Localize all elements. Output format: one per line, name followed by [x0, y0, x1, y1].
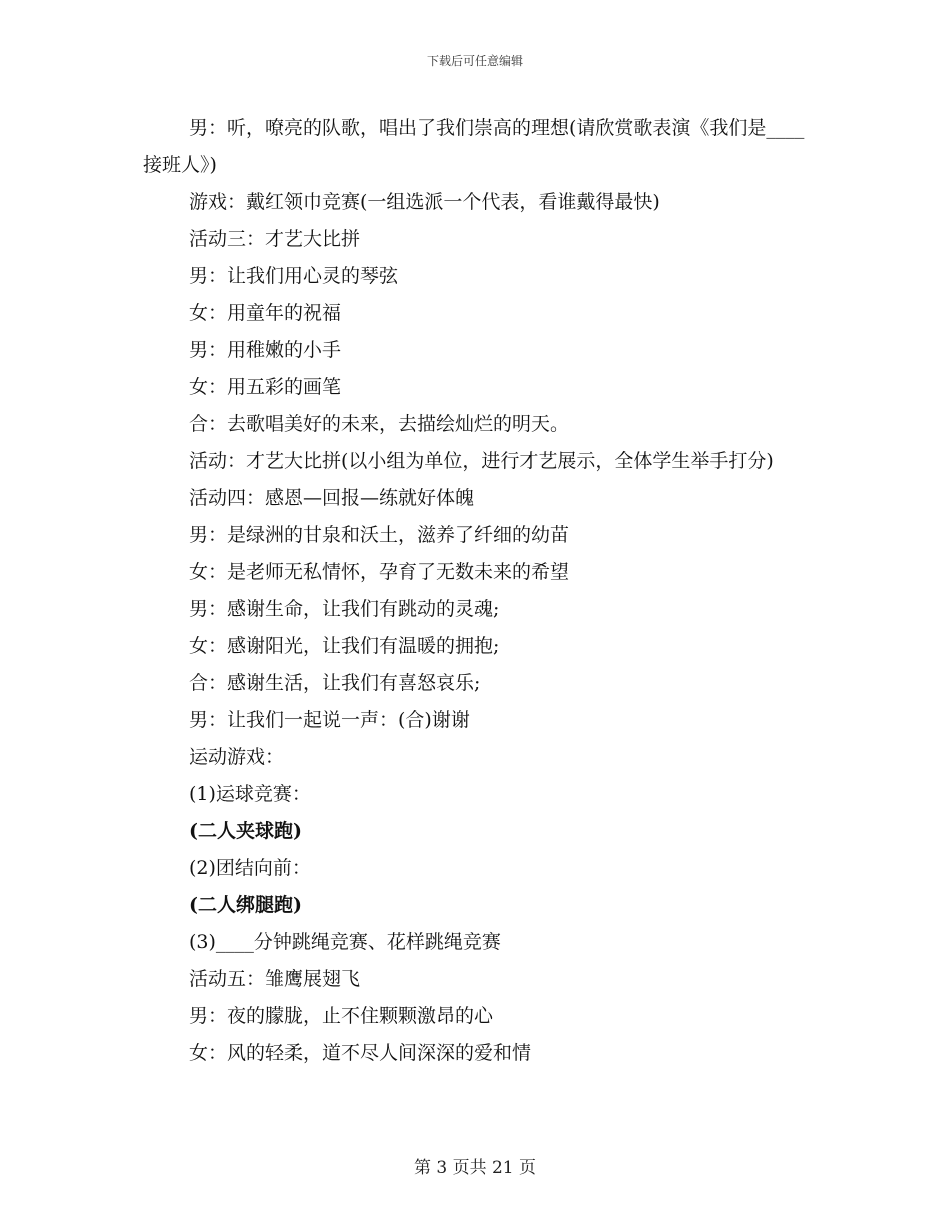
paragraph: 男：听，嘹亮的队歌，唱出了我们崇高的理想(请欣赏歌表演《我们是____接班人》): [143, 117, 805, 176]
paragraph: (3)____分钟跳绳竞赛、花样跳绳竞赛: [189, 931, 501, 953]
paragraph: 合：去歌唱美好的未来，去描绘灿烂的明天。: [189, 413, 570, 435]
paragraph: 男：让我们用心灵的琴弦: [189, 265, 399, 287]
paragraph: 活动四：感恩—回报—练就好体魄: [189, 487, 475, 509]
document-body: [143, 110, 813, 1072]
paragraph: 活动：才艺大比拼(以小组为单位，进行才艺展示，全体学生举手打分): [189, 450, 774, 472]
paragraph: 运动游戏：: [189, 746, 285, 768]
paragraph: (2)团结向前：: [189, 857, 311, 879]
paragraph: 男：让我们一起说一声：(合)谢谢: [189, 709, 470, 731]
paragraph: 合：感谢生活，让我们有喜怒哀乐;: [189, 672, 481, 694]
paragraph: 男：用稚嫩的小手: [189, 339, 342, 361]
paragraph: 游戏：戴红领巾竞赛(一组选派一个代表，看谁戴得最快): [189, 191, 660, 213]
paragraph-bold: (二人绑腿跑): [189, 894, 302, 916]
paragraph: 活动三：才艺大比拼: [189, 228, 361, 250]
paragraph: 男：是绿洲的甘泉和沃土，滋养了纤细的幼苗: [189, 524, 570, 546]
paragraph: 女：用五彩的画笔: [189, 376, 342, 398]
page-number: 第 3 页共 21 页: [413, 1158, 537, 1178]
paragraph: 女：用童年的祝福: [189, 302, 342, 324]
paragraph: (1)运球竞赛：: [189, 783, 311, 805]
paragraph: 女：风的轻柔，道不尽人间深深的爱和情: [189, 1042, 532, 1064]
paragraph: 女：是老师无私情怀，孕育了无数未来的希望: [189, 561, 570, 583]
paragraph-bold: (二人夹球跑): [189, 820, 302, 842]
paragraph: 男：感谢生命，让我们有跳动的灵魂;: [189, 598, 500, 620]
paragraph: 女：感谢阳光，让我们有温暖的拥抱;: [189, 635, 500, 657]
paragraph: 男：夜的朦胧，止不住颗颗激昂的心: [189, 1005, 494, 1027]
page-header: 下载后可任意编辑: [426, 54, 523, 68]
paragraph: 活动五：雏鹰展翅飞: [189, 968, 361, 990]
